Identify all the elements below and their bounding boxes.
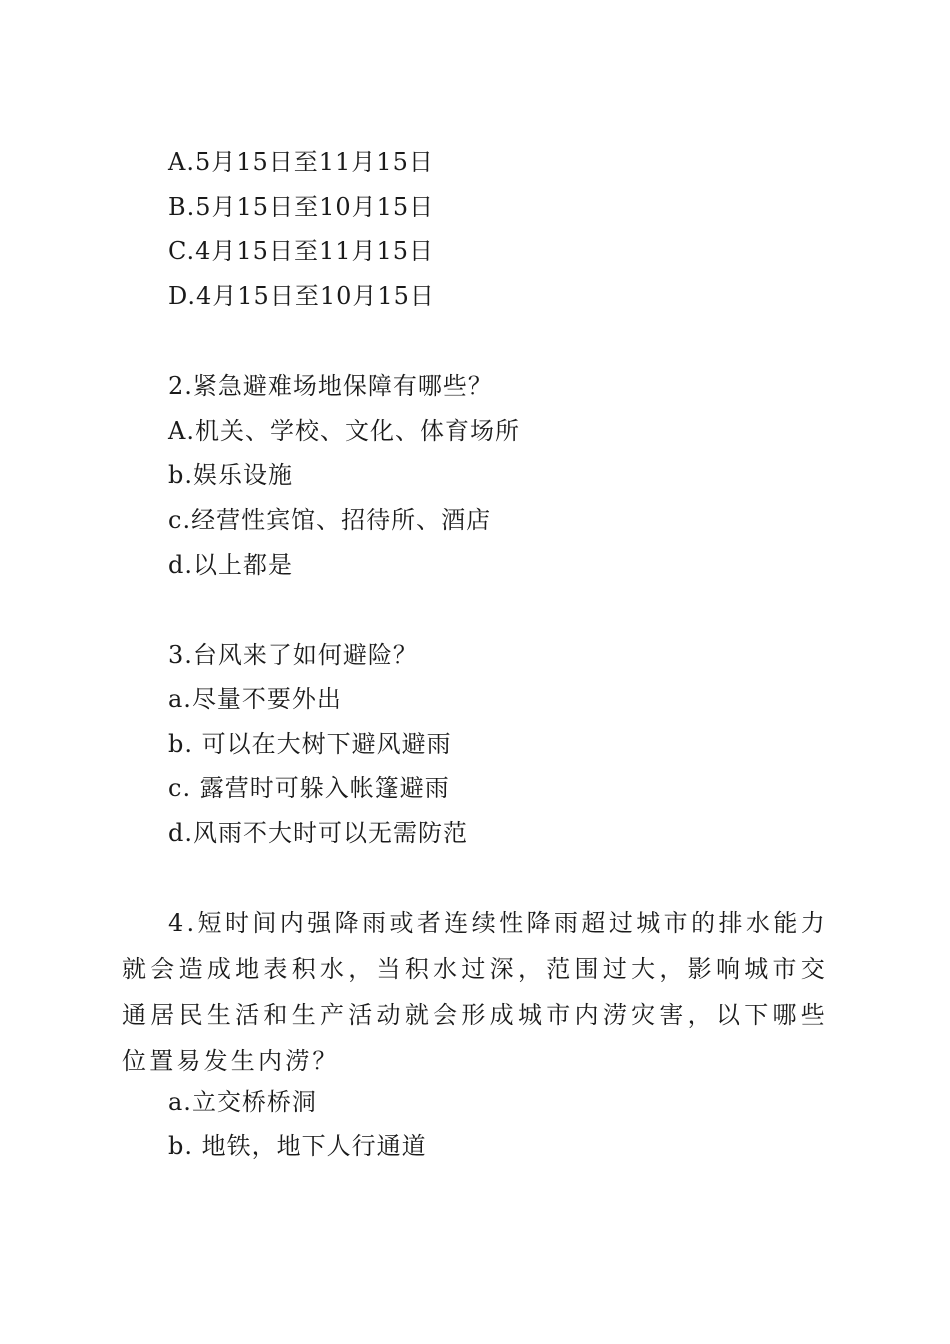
q4-option-a: a.立交桥桥洞	[168, 1088, 317, 1116]
q1-option-b: B.5月15日至10月15日	[168, 193, 435, 221]
q2-option-a: A.机关、学校、文化、体育场所	[168, 417, 520, 445]
q2-option-b: b.娱乐设施	[168, 461, 293, 489]
q1-option-a: A.5月15日至11月15日	[168, 148, 434, 176]
q3-option-a: a.尽量不要外出	[168, 685, 342, 713]
q1-option-c: C.4月15日至11月15日	[168, 237, 435, 265]
q1-option-d: D.4月15日至10月15日	[168, 282, 435, 310]
q2-question: 2.紧急避难场地保障有哪些？	[168, 372, 493, 400]
q4-option-b: b. 地铁，地下人行通道	[168, 1132, 427, 1160]
q3-option-d: d.风雨不大时可以无需防范	[168, 819, 468, 847]
q3-option-c: c. 露营时可躲入帐篷避雨	[168, 774, 450, 802]
q4-question: 4.短时间内强降雨或者连续性降雨超过城市的排水能力就会造成地表积水，当积水过深，范围过大，影响城市交通居民生活和生产活动就会形成城市内涝灾害，以下哪些位置易发生内涝？	[122, 909, 828, 1075]
q2-option-d: d.以上都是	[168, 551, 293, 579]
q3-question: 3.台风来了如何避险？	[168, 641, 418, 669]
q2-option-c: c.经营性宾馆、招待所、酒店	[168, 506, 492, 534]
q3-option-b: b. 可以在大树下避风避雨	[168, 730, 452, 758]
